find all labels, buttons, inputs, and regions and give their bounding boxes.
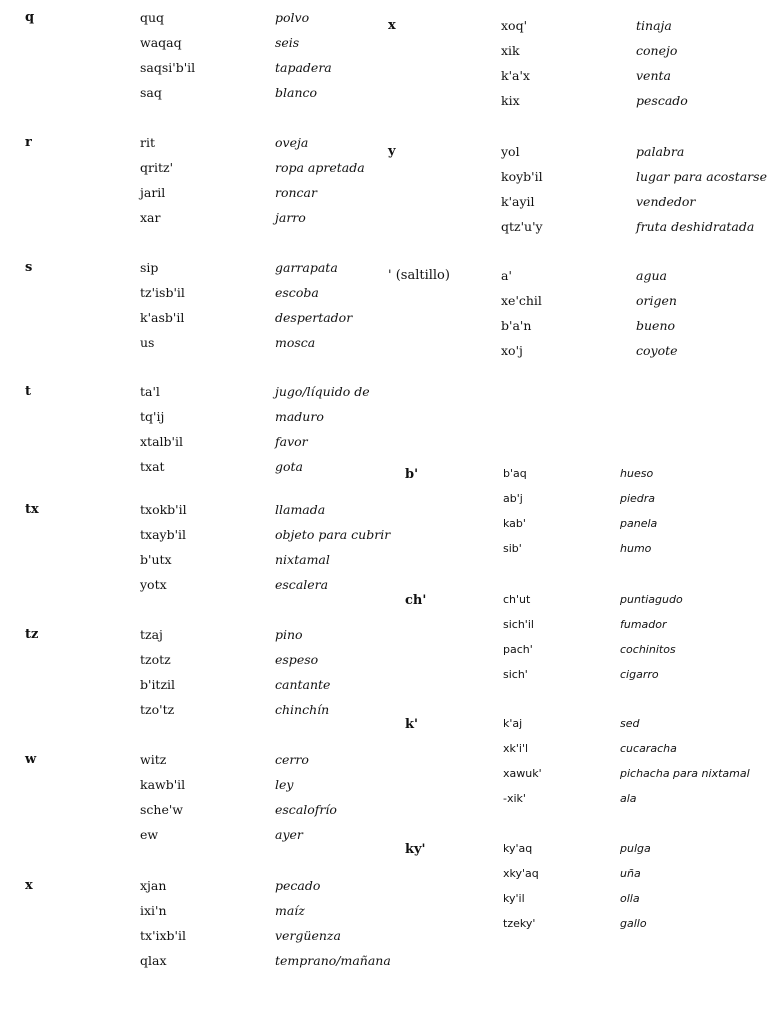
spanish-gloss: fumador (620, 618, 667, 631)
mam-word: xik (501, 43, 520, 58)
mam-word: kix (501, 93, 520, 108)
mam-word: qritz' (140, 160, 174, 175)
group-letter: ky' (405, 842, 426, 857)
spanish-gloss: gota (275, 459, 304, 474)
spanish-gloss: chinchín (275, 702, 330, 717)
spanish-gloss: pulga (620, 842, 651, 855)
mam-word: sib' (503, 542, 522, 555)
mam-word: waqaq (140, 35, 182, 50)
spanish-gloss: hueso (620, 467, 654, 480)
mam-word: ta'l (140, 384, 160, 399)
group-letter: t (25, 384, 32, 399)
spanish-gloss: escoba (275, 285, 319, 300)
mam-word: pach' (503, 643, 533, 656)
group-letter: s (25, 260, 33, 275)
spanish-gloss: pescado (636, 93, 688, 108)
mam-word: saq (140, 85, 162, 100)
mam-word: rit (140, 135, 155, 150)
mam-word: ab'j (503, 492, 523, 505)
spanish-gloss: piedra (620, 492, 656, 505)
spanish-gloss: cigarro (620, 668, 659, 681)
spanish-gloss: vergüenza (275, 928, 341, 943)
spanish-gloss: mosca (275, 335, 316, 350)
mam-word: tzeky' (503, 917, 536, 930)
mam-word: k'a'x (501, 68, 530, 83)
group-letter: r (25, 135, 32, 150)
mam-word: txokb'il (140, 502, 187, 517)
spanish-gloss: nixtamal (275, 552, 330, 567)
mam-word: yol (501, 144, 520, 159)
mam-word: b'a'n (501, 318, 532, 333)
group-letter: ch' (405, 593, 427, 608)
mam-word: kab' (503, 517, 526, 530)
mam-word: us (140, 335, 155, 350)
mam-word: k'aj (503, 717, 523, 730)
mam-word: tz'isb'il (140, 285, 185, 300)
spanish-gloss: espeso (275, 652, 319, 667)
mam-word: b'itzil (140, 677, 176, 692)
spanish-gloss: sed (620, 717, 640, 730)
spanish-gloss: conejo (636, 43, 678, 58)
spanish-gloss: agua (636, 268, 667, 283)
mam-word: xtalb'il (140, 434, 183, 449)
mam-word: tx'ixb'il (140, 928, 186, 943)
spanish-gloss: puntiagudo (620, 593, 683, 606)
mam-word: qlax (140, 953, 167, 968)
mam-word: txayb'il (140, 527, 187, 542)
mam-word: kawb'il (140, 777, 186, 792)
spanish-gloss: fruta deshidratada (636, 219, 755, 234)
group-letter: x (388, 18, 396, 33)
mam-word: k'ayil (501, 194, 535, 209)
spanish-gloss: lugar para acostarse (636, 169, 767, 184)
mam-word: ixi'n (140, 903, 167, 918)
spanish-gloss: cochinitos (620, 643, 676, 656)
group-letter: b' (405, 467, 419, 482)
spanish-gloss: ayer (275, 827, 303, 842)
spanish-gloss: gallo (620, 917, 647, 930)
spanish-gloss: olla (620, 892, 640, 905)
spanish-gloss: maíz (275, 903, 305, 918)
mam-word: -xik' (503, 792, 526, 805)
spanish-gloss: polvo (275, 10, 310, 25)
spanish-gloss: escalofrío (275, 802, 337, 817)
group-letter: w (25, 752, 37, 767)
spanish-gloss: despertador (275, 310, 353, 325)
spanish-gloss: ropa apretada (275, 160, 365, 175)
spanish-gloss: cerro (275, 752, 309, 767)
mam-word: tzo'tz (140, 702, 175, 717)
spanish-gloss: ala (620, 792, 637, 805)
mam-word: xawuk' (503, 767, 542, 780)
spanish-gloss: maduro (275, 409, 324, 424)
group-letter: k' (405, 717, 418, 732)
mam-word: koyb'il (501, 169, 543, 184)
mam-word: sich'il (503, 618, 534, 631)
spanish-gloss: favor (275, 434, 308, 449)
spanish-gloss: bueno (636, 318, 676, 333)
spanish-gloss: coyote (636, 343, 678, 358)
spanish-gloss: cantante (275, 677, 331, 692)
mam-word: yotx (140, 577, 167, 592)
spanish-gloss: escalera (275, 577, 329, 592)
spanish-gloss: blanco (275, 85, 318, 100)
spanish-gloss: oveja (275, 135, 309, 150)
mam-word: b'aq (503, 467, 527, 480)
spanish-gloss: origen (636, 293, 677, 308)
mam-word: ew (140, 827, 159, 842)
spanish-gloss: pecado (275, 878, 321, 893)
mam-word: sip (140, 260, 159, 275)
mam-word: sche'w (140, 802, 183, 817)
mam-word: tq'ij (140, 409, 165, 424)
mam-word: xjan (140, 878, 167, 893)
mam-word: xoq' (501, 18, 528, 33)
spanish-gloss: objeto para cubrir (275, 527, 391, 542)
spanish-gloss: palabra (636, 144, 685, 159)
mam-word: b'utx (140, 552, 172, 567)
mam-word: ky'il (503, 892, 525, 905)
mam-word: xk'i'l (503, 742, 529, 755)
spanish-gloss: panela (620, 517, 658, 530)
mam-word: xky'aq (503, 867, 539, 880)
spanish-gloss: jarro (275, 210, 306, 225)
mam-word: witz (140, 752, 167, 767)
group-letter: y (388, 144, 396, 159)
spanish-gloss: temprano/mañana (275, 953, 391, 968)
spanish-gloss: jugo/líquido de (275, 384, 370, 399)
spanish-gloss: cucaracha (620, 742, 677, 755)
mam-word: ch'ut (503, 593, 531, 606)
mam-word: saqsi'b'il (140, 60, 196, 75)
spanish-gloss: garrapata (275, 260, 338, 275)
spanish-gloss: pichacha para nixtamal (620, 767, 750, 780)
mam-word: jaril (140, 185, 166, 200)
spanish-gloss: ley (275, 777, 294, 792)
mam-word: quq (140, 10, 165, 25)
mam-word: sich' (503, 668, 528, 681)
mam-word: ky'aq (503, 842, 533, 855)
spanish-gloss: pino (275, 627, 303, 642)
spanish-gloss: humo (620, 542, 652, 555)
mam-word: txat (140, 459, 165, 474)
spanish-gloss: roncar (275, 185, 317, 200)
mam-word: xe'chil (501, 293, 542, 308)
mam-word: xo'j (501, 343, 523, 358)
spanish-gloss: llamada (275, 502, 326, 517)
spanish-gloss: uña (620, 867, 641, 880)
group-letter: q (25, 10, 35, 25)
group-letter: tx (25, 502, 39, 517)
spanish-gloss: seis (275, 35, 300, 50)
group-letter: tz (25, 627, 39, 642)
mam-word: xar (140, 210, 161, 225)
spanish-gloss: tinaja (636, 18, 672, 33)
mam-word: a' (501, 268, 512, 283)
group-letter: ' (saltillo) (388, 268, 450, 283)
mam-word: tzaj (140, 627, 163, 642)
spanish-gloss: vendedor (636, 194, 696, 209)
mam-word: tzotz (140, 652, 171, 667)
mam-word: k'asb'il (140, 310, 185, 325)
mam-word: qtz'u'y (501, 219, 543, 234)
group-letter: x (25, 878, 33, 893)
spanish-gloss: venta (636, 68, 671, 83)
spanish-gloss: tapadera (275, 60, 332, 75)
